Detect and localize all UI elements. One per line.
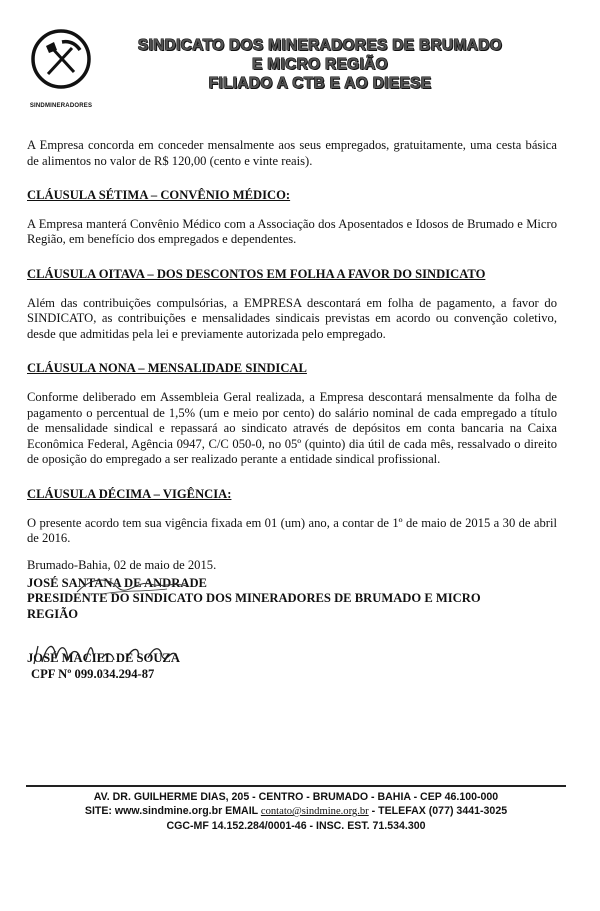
signatory-2-name: JOSÉ MACIEL DE SOUZA xyxy=(27,651,180,666)
clause-8-title: CLÁUSULA OITAVA – DOS DESCONTOS EM FOLHA A FAVOR DO SINDICATO xyxy=(27,266,486,281)
clause-9-text: Conforme deliberado em Assembleia Geral realizada, a Empresa descontará mensalmente da folha de pagamento o percentual de 1,5% (um e meio por cento) do salário nominal de cada empregado a título de mensalidade sindical e repassará ao sindicato através de depósitos em conta bancaria na Caixa Econômica Federal, Agência 0947, C/C 050-0, no 05º (quinto) dia útil de cada mês, ressalvado o direito de oposição do empregado a ser realizado perante a entidade sindical profissional. xyxy=(27,389,557,467)
signatory-1-role: PRESIDENTE DO SINDICATO DOS MINERADORES DE BRUMADO E MICRO REGIÃO xyxy=(27,591,481,621)
clause-7-title: CLÁUSULA SÉTIMA – CONVÊNIO MÉDICO: xyxy=(27,188,291,203)
signatory-2-cpf: CPF Nº 099.034.294-87 xyxy=(31,666,155,681)
footer-contact xyxy=(26,804,566,819)
clause-7-text: A Empresa manterá Convênio Médico com a Associação dos Aposentados e Idosos de Brumado e Micro Região, em benefício dos empregados e dependentes. xyxy=(27,216,557,247)
footer-divider xyxy=(26,785,566,787)
document-body xyxy=(27,138,557,547)
footer-site: SITE: www.sindmine.org.br EMAIL xyxy=(84,805,258,817)
union-logo xyxy=(28,28,94,109)
heading-line-1: SINDICATO DOS MINERADORES DE BRUMADO xyxy=(137,37,503,54)
clause-8-text: Além das contribuições compulsórias, a EMPRESA descontará em folha de pagamento, a favor do SINDICATO, as contribuições e mensalidades sindicais previstas em acordo ou convenção coletivo, desde que admitidas pela lei e previamente autorizada pelo empregado. xyxy=(27,295,557,341)
footer-registry: CGC-MF 14.152.284/0001-46 - INSC. EST. 71.534.300 xyxy=(166,820,426,832)
clause-9-title: CLÁUSULA NONA – MENSALIDADE SINDICAL xyxy=(27,361,307,376)
footer-email-link[interactable]: contato@sindmine.org.br xyxy=(260,806,369,817)
heading-line-2: E MICRO REGIÃO xyxy=(252,56,388,73)
signatory-1-name: JOSÉ SANTANA DE ANDRADE xyxy=(27,575,207,590)
handwritten-signature-2 xyxy=(30,634,190,674)
handwritten-signature-1 xyxy=(72,572,192,602)
place-date: Brumado-Bahia, 02 de maio de 2015. xyxy=(27,558,217,572)
footer xyxy=(26,790,566,833)
intro-paragraph: A Empresa concorda em conceder mensalmente aos seus empregados, gratuitamente, uma cesta básica de alimentos no valor de R$ 120,00 (cento e vinte reais). xyxy=(27,138,557,168)
clause-10-title: CLÁUSULA DÉCIMA – VIGÊNCIA: xyxy=(27,486,232,501)
pickaxe-shovel-icon xyxy=(30,28,92,90)
union-heading xyxy=(100,36,540,93)
footer-address: AV. DR. GUILHERME DIAS, 205 - CENTRO - BRUMADO - BAHIA - CEP 46.100-000 xyxy=(93,791,499,803)
heading-line-3: FILIADO A CTB E AO DIEESE xyxy=(208,75,432,92)
clause-10-text: O presente acordo tem sua vigência fixada em 01 (um) ano, a contar de 1º de maio de 2015 a 30 de abril de 2016. xyxy=(27,515,557,546)
logo-caption: SINDMINERADORES xyxy=(29,103,93,109)
footer-phone: - TELEFAX (077) 3441-3025 xyxy=(371,805,508,817)
